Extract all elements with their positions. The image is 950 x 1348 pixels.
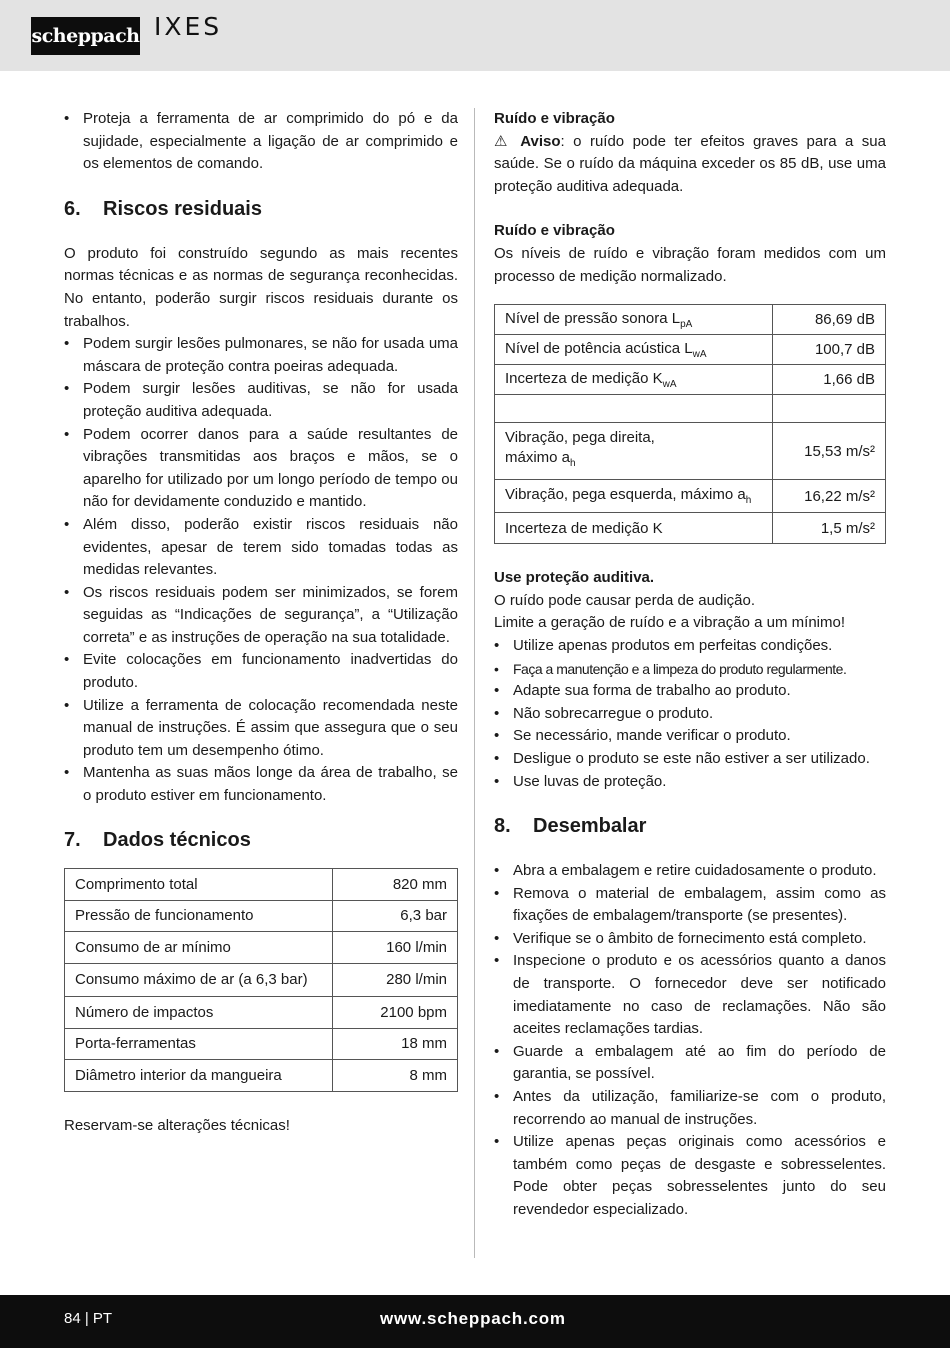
page-number: 84 | PT [64, 1310, 113, 1327]
noise-value: 100,7 dB [773, 335, 886, 365]
table-row [495, 480, 886, 513]
spec-label: Diâmetro interior da mangueira [65, 1059, 333, 1091]
section-title: Desembalar [533, 815, 647, 838]
table-row [495, 365, 886, 395]
section-title: Dados técnicos [103, 828, 251, 851]
noise-value: 86,69 dB [773, 305, 886, 335]
list-item: • Podem surgir lesões auditivas, se não for usada proteção auditiva adequada. [64, 380, 458, 420]
spec-value: 18 mm [333, 1028, 458, 1059]
list-item: • Podem ocorrer danos para a saúde resultantes de vibrações transmitidas aos braços e mãos, se o aparelho for utilizado por um longo período de tempo ou não for devidamente conduzido e mantido. [64, 425, 458, 511]
table-row [65, 931, 458, 963]
spec-label: Consumo de ar mínimo [65, 931, 333, 963]
table-row [65, 996, 458, 1028]
list-item: • Utilize apenas peças originais como acessórios e também como peças de desgaste e sobresselentes. Pode obter peças sobresselentes junto do seu revendedor especializado. [494, 1133, 886, 1218]
section-number: 6. [64, 197, 81, 220]
list-item: • Utilize a ferramenta de colocação recomendada neste manual de instruções. É assim que assegura que o seu produto tem um desempenho ótimo. [64, 696, 458, 759]
vibration-value: 15,53 m/s² [773, 423, 886, 480]
vibration-value: 1,5 m/s² [773, 513, 886, 544]
section-number: 8. [494, 815, 511, 838]
column-divider [474, 108, 475, 1258]
technical-data-table [64, 868, 458, 1092]
left-column [64, 108, 458, 1137]
noise-heading: Ruído e vibração [494, 110, 615, 127]
list-item: • Se necessário, mande verificar o produto. [494, 727, 791, 745]
spec-value: 820 mm [333, 868, 458, 900]
noise-heading: Ruído e vibração [494, 222, 615, 240]
list-item: • Use luvas de proteção. [494, 772, 667, 790]
list-item: • Verifique se o âmbito de fornecimento está completo. [494, 929, 867, 947]
table-row [65, 868, 458, 900]
list-item: • Inspecione o produto e os acessórios quanto a danos de transporte. O fornecedor deve ser notificado imediatamente no caso de reclamações. Não são aceites reclamações tardias. [494, 952, 886, 1038]
section-6-paragraph: O produto foi construído segundo as mais recentes normas técnicas e as normas de segurança reconhecidas. No entanto, poderão surgir riscos residuais durante os trabalhos. [64, 244, 458, 330]
list-item: • Desligue o produto se este não estiver a ser utilizado. [494, 749, 870, 767]
vibration-label: Vibração, pega direita, máximo $a_h$ [495, 423, 773, 480]
ear-protection-list [494, 635, 886, 793]
section-number: 7. [64, 828, 81, 851]
intro-bullet-list [64, 108, 458, 176]
table-row-spacer [495, 395, 886, 423]
page-header [0, 0, 950, 71]
table-row [65, 900, 458, 931]
ear-line: Limite a geração de ruído e a vibração a um mínimo! [494, 614, 846, 632]
list-item: • Guarde a embalagem até ao fim do período de garantia, se possível. [494, 1042, 886, 1083]
vibration-label: Incerteza de medição K [495, 513, 773, 544]
technical-changes-note: Reservam-se alterações técnicas! [64, 1116, 290, 1134]
list-item: • Os riscos residuais podem ser minimizados, se forem seguidas as “Indicações de segurança”, a “Utilização correta” e as instruções de operação na sua totalidade. [64, 583, 458, 646]
noise-label: Nível de potência acústica $L_{wA}$ [495, 335, 773, 365]
list-item: • Adapte sua forma de trabalho ao produto. [494, 682, 791, 700]
spec-label: Consumo máximo de ar (a 6,3 bar) [65, 963, 333, 996]
warning-text: : o ruído pode ter efeitos graves para a sua saúde. Se o ruído da máquina exceder os 85 dB, use uma proteção auditiva adequada. [494, 132, 886, 195]
list-item: • Utilize apenas produtos em perfeitas condições. [494, 636, 833, 654]
list-item: • Proteja a ferramenta de ar comprimido do pó e da sujidade, especialmente a ligação de ar comprimido e os elementos de comando. [64, 110, 458, 173]
section-title: Riscos residuais [103, 197, 262, 220]
logo-text: scheppach [31, 25, 140, 47]
noise-warning [494, 131, 886, 199]
list-item: • Além disso, poderão existir riscos residuais não evidentes, apesar de terem sido tomadas todas as medidas relevantes. [64, 515, 458, 579]
list-item: • Remova o material de embalagem, assim como as fixações de embalagem/transporte (se presentes). [494, 884, 886, 925]
section-7-heading [64, 828, 458, 852]
spec-value: 6,3 bar [333, 900, 458, 931]
table-row [65, 1028, 458, 1059]
vibration-label: Vibração, pega esquerda, máximo $a_h$ [495, 480, 773, 513]
table-row [65, 1059, 458, 1091]
list-item: • Podem surgir lesões pulmonares, se não for usada uma máscara de proteção contra poeiras adequada. [64, 335, 458, 375]
section-6-heading [64, 197, 458, 221]
spec-value: 8 mm [333, 1059, 458, 1091]
list-item: • Faça a manutenção e a limpeza do produto regularmente. [494, 660, 847, 677]
warning-label: Aviso [520, 132, 561, 150]
ear-protection-heading: Use proteção auditiva. [494, 569, 655, 587]
warning-icon: ⚠ [494, 132, 512, 150]
list-item: • Antes da utilização, familiarize-se com o produto, recorrendo ao manual de instruções. [494, 1088, 886, 1128]
noise-label: Nível de pressão sonora $L_{pA}$ [495, 305, 773, 335]
table-row [495, 513, 886, 544]
list-item: • Evite colocações em funcionamento inadvertidas do produto. [64, 651, 458, 692]
product-name: IXES [154, 12, 223, 41]
spec-label: Comprimento total [65, 868, 333, 900]
list-item: • Abra a embalagem e retire cuidadosamente o produto. [494, 862, 877, 880]
right-column [494, 108, 886, 1222]
vibration-value: 16,22 m/s² [773, 480, 886, 513]
scheppach-logo [31, 17, 140, 55]
page-footer [0, 1295, 950, 1348]
spec-label: Número de impactos [65, 996, 333, 1028]
table-row [495, 335, 886, 365]
section-8-heading [494, 814, 886, 838]
spec-value: 2100 bpm [333, 996, 458, 1028]
noise-table [494, 304, 886, 544]
ear-line: O ruído pode causar perda de audição. [494, 591, 756, 609]
spec-value: 280 l/min [333, 963, 458, 996]
website-url: www.scheppach.com [380, 1309, 566, 1328]
residual-risks-list [64, 333, 458, 807]
noise-value: 1,66 dB [773, 365, 886, 395]
list-item: • Não sobrecarregue o produto. [494, 704, 714, 722]
noise-paragraph: Os níveis de ruído e vibração foram medidos com um processo de medição normalizado. [494, 244, 886, 285]
noise-label: Incerteza de medição $K_{wA}$ [495, 365, 773, 395]
spec-label: Porta-ferramentas [65, 1028, 333, 1059]
spec-label: Pressão de funcionamento [65, 900, 333, 931]
list-item: • Mantenha as suas mãos longe da área de trabalho, se o produto estiver em funcionamento. [64, 764, 458, 805]
unpacking-list [494, 860, 886, 1222]
spec-value: 160 l/min [333, 931, 458, 963]
table-row [495, 305, 886, 335]
table-row [495, 423, 886, 480]
table-row [65, 963, 458, 996]
